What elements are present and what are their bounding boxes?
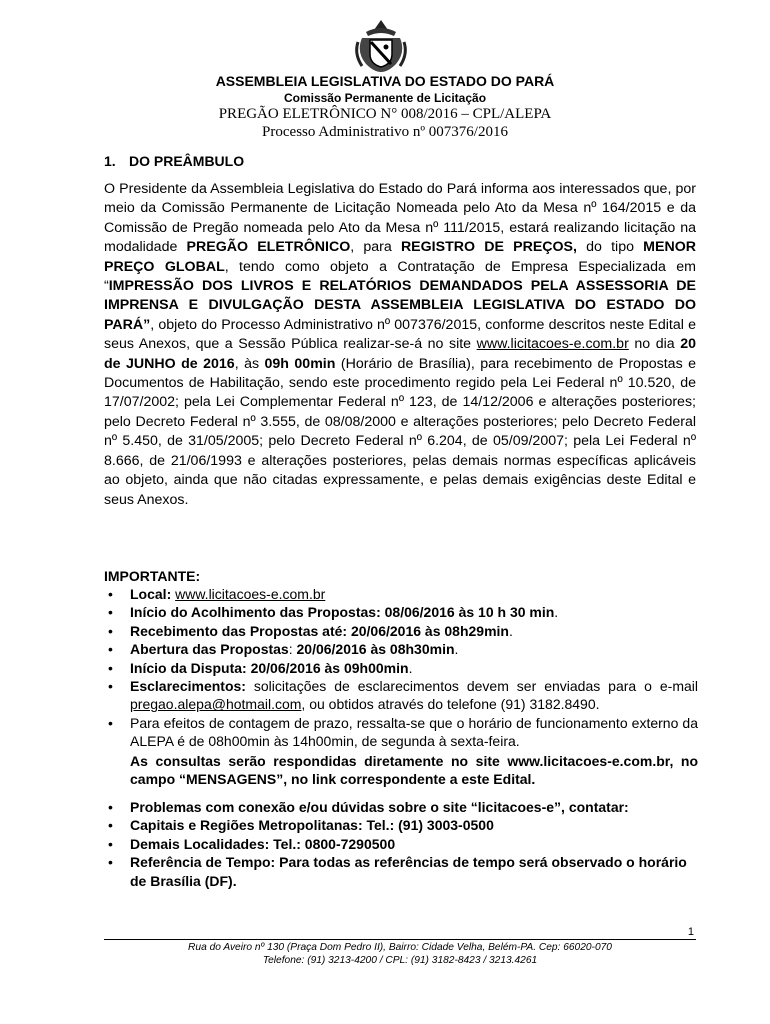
list-item xyxy=(104,659,698,677)
footer-divider xyxy=(104,939,696,940)
bullet-icon: • xyxy=(108,622,113,639)
preamble-text: , tendo como objeto a Contratação de Empresa Especializada em “ xyxy=(104,258,696,295)
list-item-text: Esclarecimentos: xyxy=(130,678,246,695)
institution-name: ASSEMBLEIA LEGISLATIVA DO ESTADO DO PARÁ xyxy=(215,73,555,89)
list-item-text: , ou obtidos através do telefone (91) 3182.8490. xyxy=(301,696,600,713)
list-item xyxy=(104,714,698,751)
preamble-text: 20 de JUNHO de 2016 xyxy=(104,336,696,372)
list-item-text: 20/06/2016 às 08h30min xyxy=(296,641,455,658)
preamble-text: PREGÃO ELETRÔNICO xyxy=(186,239,351,256)
bullet-icon: • xyxy=(108,799,113,815)
link[interactable]: www.licitacoes-e.com.br xyxy=(476,336,629,353)
list-item-text: Abertura das Propostas xyxy=(130,641,289,658)
preamble-text: IMPRESSÃO DOS LIVROS E RELATÓRIOS DEMANDADOS PELA ASSESSORIA DE IMPRENSA E DIVULGAÇÃO DESTA ASSEMBLEIA LEGISLATIVA DO ESTADO DO PARÁ” xyxy=(104,278,696,333)
list-item xyxy=(104,622,698,640)
list-item-text: Demais Localidades: Tel.: 0800-7290500 xyxy=(130,835,396,852)
commission-name: Comissão Permanente de Licitação xyxy=(283,91,487,105)
footer-address: Rua do Aveiro nº 130 (Praça Dom Pedro II), Bairro: Cidade Velha, Belém-PA. Cep: 66020-070 xyxy=(188,942,612,953)
list-item-text: . xyxy=(408,659,413,676)
preamble-text: , às xyxy=(234,355,265,372)
bullet-icon: • xyxy=(108,817,113,834)
consultation-note: As consultas serão respondidas diretamente no site www.licitacoes-e.com.br, no campo “MENSAGENS”, no link correspondente a este Edital. xyxy=(130,753,698,788)
list-item xyxy=(104,835,698,853)
list-item-text: solicitações de esclarecimentos devem ser enviadas para o e-mail xyxy=(245,678,698,695)
footer-phones: Telefone: (91) 3213-4200 / CPL: (91) 3182-8423 / 3213.4261 xyxy=(262,955,538,966)
bullet-icon: • xyxy=(108,641,113,658)
list-item xyxy=(104,798,698,816)
list-item-text: . xyxy=(508,622,513,639)
bullet-icon: • xyxy=(108,604,113,621)
list-item-text: Início da Disputa: 20/06/2016 às 09h00min xyxy=(130,659,409,676)
page-number: 1 xyxy=(687,926,694,938)
preamble-text: , objeto do Processo Administrativo nº 007376/2015, conforme descritos neste Edital e seus Anexos, que a Sessão Pública realizar-se-á no site xyxy=(104,316,696,353)
list-item xyxy=(104,603,698,621)
preamble-text: REGISTRO DE PREÇOS, xyxy=(400,239,577,256)
bullet-icon: • xyxy=(108,835,113,852)
list-item-text: Local: xyxy=(130,586,176,602)
preamble-text: MENOR PREÇO GLOBAL xyxy=(104,239,696,275)
link[interactable]: pregao.alepa@hotmail.com xyxy=(130,696,302,713)
list-item-text: Para efeitos de contagem de prazo, ressalta-se que o horário de funcionamento externo da ALEPA é de 08h00min às 14h00min, de segunda à sexta-feira. xyxy=(130,714,698,750)
bullet-icon: • xyxy=(108,714,113,731)
list-item-text: : xyxy=(288,641,297,658)
list-item xyxy=(104,816,698,834)
list-item xyxy=(104,585,698,603)
preamble-text: O Presidente da Assembleia Legislativa do Estado do Pará informa aos interessados que, por meio da Comissão Permanente de Licitação Nomeada pelo Ato da Mesa nº 164/2015 e da Comissão de Pregão nomeada pelo Ato da Mesa nº 111/2015, estará realizando licitação na modalidade xyxy=(104,181,696,256)
state-coat-of-arms-icon xyxy=(352,18,410,74)
bullet-icon: • xyxy=(108,659,113,676)
process-number: Processo Administrativo nº 007376/2016 xyxy=(262,124,508,140)
list-item-text: Referência de Tempo: Para todas as referências de tempo será observado o horário de Brasília (DF). xyxy=(130,854,687,889)
list-item xyxy=(104,640,698,658)
preamble-text: 09h 00min xyxy=(264,355,336,372)
preamble-text: , para xyxy=(350,239,401,256)
section-title: DO PREÂMBULO xyxy=(129,153,245,169)
list-item-text: Início do Acolhimento das Propostas: 08/06/2016 às 10 h 30 min xyxy=(130,604,555,621)
bullet-icon: • xyxy=(108,854,113,871)
preamble-text: do tipo xyxy=(576,239,644,256)
list-item-text: Problemas com conexão e/ou dúvidas sobre o site “licitacoes-e”, contatar: xyxy=(130,799,629,815)
list-item-text: Recebimento das Propostas até: 20/06/2016 às 08h29min xyxy=(130,622,509,639)
link[interactable]: www.licitacoes-e.com.br xyxy=(175,586,326,602)
list-item-text: . xyxy=(454,641,459,658)
tender-number: PREGÃO ELETRÔNICO N° 008/2016 – CPL/ALEPA xyxy=(218,106,552,122)
section-heading xyxy=(104,153,244,169)
support-list xyxy=(104,798,698,890)
section-number: 1. xyxy=(104,153,116,169)
important-title: IMPORTANTE: xyxy=(104,568,201,584)
important-list xyxy=(104,585,698,751)
list-item-text: Capitais e Regiões Metropolitanas: Tel.: (91) 3003-0500 xyxy=(130,817,494,834)
preamble-text: (Horário de Brasília), para recebimento de Propostas e Documentos de Habilitação, sendo este procedimento regido pela Lei Federal nº 10.520, de 17/07/2002; pela Lei Complementar Federal nº 123, de 14/12/2006 e alterações posteriores; pelo Decreto Federal nº 3.555, de 08/08/2000 e alterações posteriores; pelo Decreto Federal nº 5.450, de 31/05/2005; pelo Decreto Federal nº 6.204, de 05/09/2007; pela Lei Federal nº 8.666, de 21/06/1993 e alterações posteriores, pelas demais normas específicas aplicáveis ao objeto, ainda que não citadas expressamente, e pelas demais exigências deste Edital e seus Anexos. xyxy=(104,355,696,508)
preamble-text: no dia xyxy=(628,336,681,353)
list-item-text: . xyxy=(554,604,559,621)
list-item xyxy=(104,677,698,714)
list-item xyxy=(104,853,698,890)
bullet-icon: • xyxy=(108,586,113,602)
bullet-icon: • xyxy=(108,678,113,695)
preamble-paragraph xyxy=(104,180,696,510)
